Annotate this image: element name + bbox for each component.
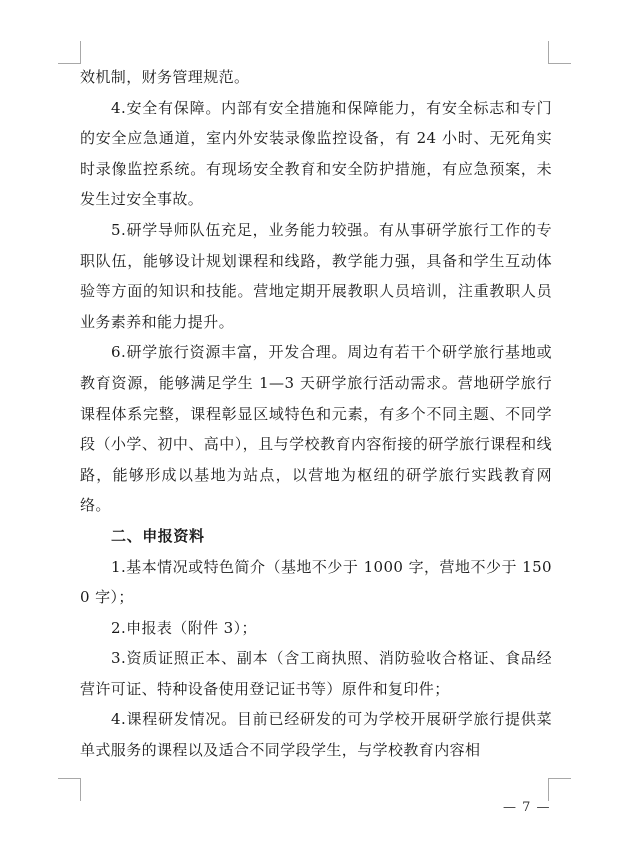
paragraph-tutors: 5.研学导师队伍充足，业务能力较强。有从事研学旅行工作的专职队伍，能够设计规划课程和线路，教学能力强，具备和学生互动体验等方面的知识和技能。营地定期开展教职人员培训，注重教职人员业务素养和能力提升。 (80, 220, 552, 331)
list-item-intro: 1.基本情况或特色简介（基地不少于 1000 字，营地不少于 1500 字）； (80, 557, 552, 607)
list-item-form: 2.申报表（附件 3）； (111, 618, 257, 637)
crop-mark-bottom-right (548, 778, 571, 801)
paragraph-safety: 4.安全有保障。内部有安全措施和保障能力，有安全标志和专门的安全应急通道，室内外安装录像监控设备，有 24 小时、无死角实时录像监控系统。有现场安全教育和安全防护措施，有应急预案，未发生过安全事故。 (80, 98, 552, 209)
crop-mark-top-left (58, 41, 81, 64)
list-item-licenses: 3.资质证照正本、副本（含工商执照、消防验收合格证、食品经营许可证、特种设备使用登记证书等）原件和复印件； (80, 649, 552, 698)
list-item-courses: 4.课程研发情况。目前已经研发的可为学校开展研学旅行提供菜单式服务的课程以及适合不同学段学生，与学校教育内容相 (80, 710, 552, 760)
document-body (80, 62, 552, 766)
crop-mark-top-right (548, 41, 571, 64)
paragraph-resources: 6.研学旅行资源丰富，开发合理。周边有若干个研学旅行基地或教育资源，能够满足学生 1—3 天研学旅行活动需求。营地研学旅行课程体系完整，课程彰显区域特色和元素，有多个不同主题、不同学段（小学、初中、高中），且与学校教育内容衔接的研学旅行课程和线路，能够形成以基地为站点，以营地为枢纽的研学旅行实践教育网络。 (80, 343, 552, 515)
page-number: — 7 — (503, 800, 551, 815)
paragraph-continuation: 效机制，财务管理规范。 (80, 68, 250, 86)
section-heading: 二、申报资料 (111, 526, 205, 545)
crop-mark-bottom-left (58, 778, 81, 801)
